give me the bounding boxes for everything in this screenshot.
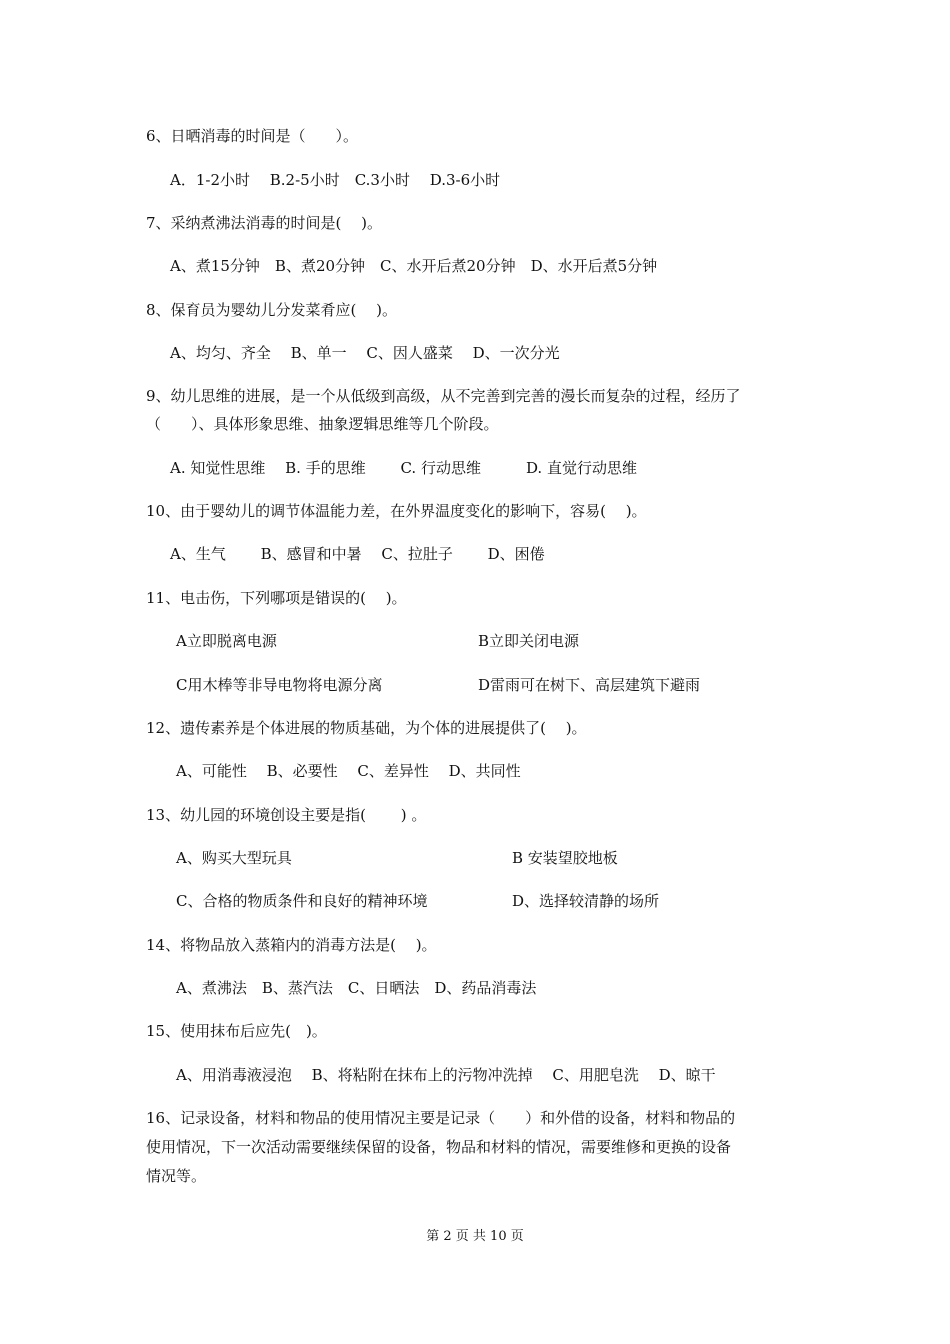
question-11-option-b: B立即关闭电源 — [478, 632, 580, 650]
question-11-option-d: D雷雨可在树下、高层建筑下避雨 — [478, 676, 701, 694]
question-8-options: A、均匀、齐全 B、单一 C、因人盛菜 D、一次分光 — [170, 344, 560, 362]
question-11-option-c: C用木棒等非导电物将电源分离 — [176, 676, 383, 694]
question-12: 12、遗传素养是个体进展的物质基础，为个体的进展提供了( )。 — [146, 719, 587, 737]
question-16-line-3: 情况等。 — [146, 1167, 207, 1185]
question-9-line-1: 9、幼儿思维的进展，是一个从低级到高级，从不完善到完善的漫长而复杂的过程，经历了 — [146, 387, 741, 405]
question-13: 13、幼儿园的环境创设主要是指( ) 。 — [146, 806, 427, 824]
question-9-line-2: （ ）、具体形象思维、抽象逻辑思维等几个阶段。 — [146, 415, 499, 433]
question-16-line-1: 16、记录设备，材料和物品的使用情况主要是记录（ ）和外借的设备，材料和物品的 — [146, 1109, 736, 1127]
question-14: 14、将物品放入蒸箱内的消毒方法是( )。 — [146, 936, 437, 954]
page-number: 第 2 页 共 10 页 — [426, 1229, 524, 1244]
question-6: 6、日晒消毒的时间是（ ）。 — [146, 127, 359, 145]
question-8: 8、保育员为婴幼儿分发菜肴应( )。 — [146, 301, 398, 319]
question-15-options: A、用消毒液浸泡 B、将粘附在抹布上的污物冲洗掉 C、用肥皂洗 D、晾干 — [176, 1066, 716, 1084]
question-13-option-c: C、合格的物质条件和良好的精神环境 — [176, 892, 428, 910]
question-12-options: A、可能性 B、必要性 C、差异性 D、共同性 — [176, 762, 521, 780]
question-11-option-a: A立即脱离电源 — [176, 632, 277, 650]
question-6-options: A．1-2小时 B.2-5小时 C.3小时 D.3-6小时 — [170, 171, 501, 189]
question-10: 10、由于婴幼儿的调节体温能力差，在外界温度变化的影响下，容易( )。 — [146, 502, 647, 520]
question-7: 7、采纳煮沸法消毒的时间是( )。 — [146, 214, 383, 232]
question-9-options: A. 知觉性思维 B. 手的思维 C. 行动思维 D. 直觉行动思维 — [170, 459, 637, 477]
question-13-option-b: B 安装望胶地板 — [512, 849, 618, 867]
question-15: 15、使用抹布后应先( )。 — [146, 1022, 327, 1040]
question-13-option-a: A、购买大型玩具 — [176, 849, 292, 867]
question-16-line-2: 使用情况，下一次活动需要继续保留的设备，物品和材料的情况，需要维修和更换的设备 — [146, 1138, 732, 1156]
question-7-options: A、煮15分钟 B、煮20分钟 C、水开后煮20分钟 D、水开后煮5分钟 — [170, 257, 658, 275]
question-10-options: A、生气 B、感冒和中暑 C、拉肚子 D、困倦 — [170, 545, 545, 563]
question-11: 11、电击伤，下列哪项是错误的( )。 — [146, 589, 407, 607]
question-14-options: A、煮沸法 B、蒸汽法 C、日晒法 D、药品消毒法 — [176, 979, 537, 997]
question-13-option-d: D、选择较清静的场所 — [512, 892, 660, 910]
